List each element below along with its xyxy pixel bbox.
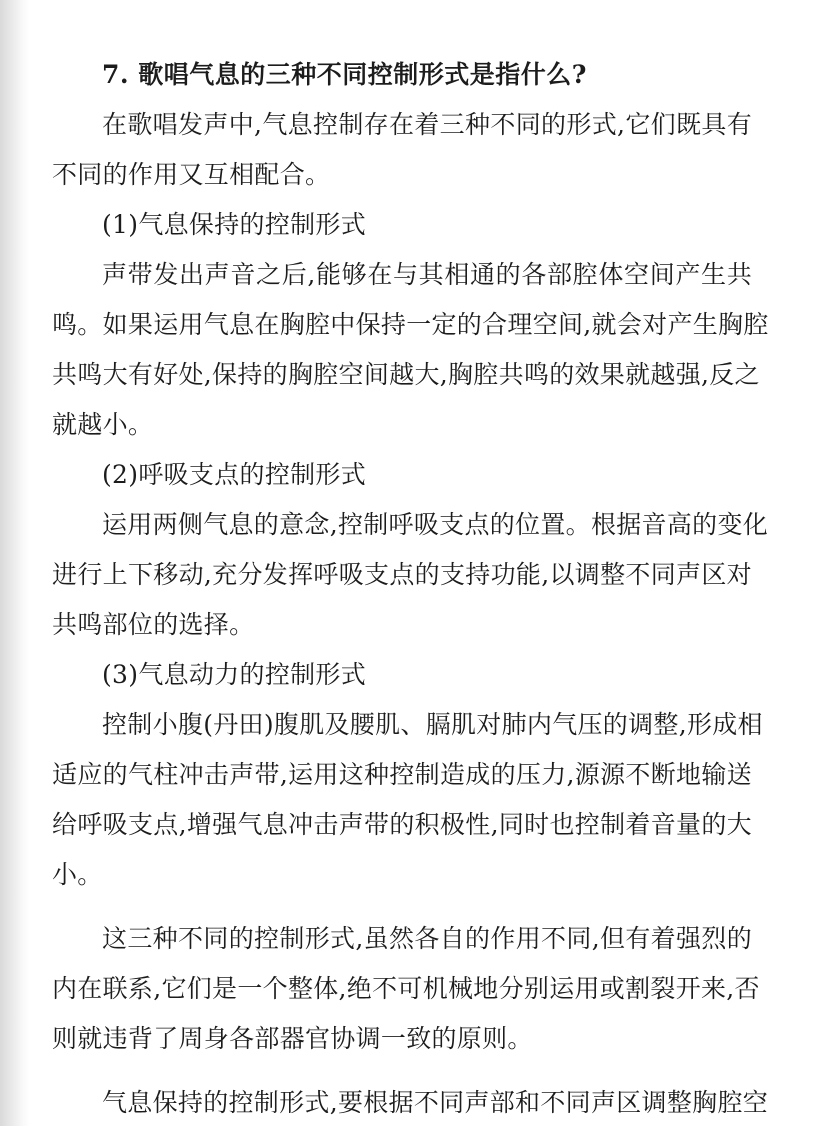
- section-2-line-1: 运用两侧气息的意念,控制呼吸支点的位置。根据音高的变化: [102, 510, 769, 539]
- summary-line-1: 这三种不同的控制形式,虽然各自的作用不同,但有着强烈的: [102, 924, 752, 953]
- question-title: 7. 歌唱气息的三种不同控制形式是指什么?: [102, 60, 587, 89]
- section-3-line-2: 适应的气柱冲击声带,运用这种控制造成的压力,源源不断地输送: [52, 760, 752, 789]
- section-1-heading: (1)气息保持的控制形式: [102, 210, 367, 239]
- section-2-line-2: 进行上下移动,充分发挥呼吸支点的支持功能,以调整不同声区对: [52, 560, 752, 589]
- page-gutter-shadow: [0, 0, 30, 1126]
- continuation-line-1: 气息保持的控制形式,要根据不同声部和不同声区调整胸腔空: [102, 1088, 769, 1117]
- section-1-line-2: 鸣。如果运用气息在胸腔中保持一定的合理空间,就会对产生胸腔: [52, 310, 769, 339]
- section-3-line-1: 控制小腹(丹田)腹肌及腰肌、膈肌对肺内气压的调整,形成相: [102, 710, 763, 739]
- section-2-heading: (2)呼吸支点的控制形式: [102, 460, 367, 489]
- section-3-line-4: 小。: [52, 860, 103, 889]
- section-2-line-3: 共鸣部位的选择。: [52, 610, 255, 639]
- section-1-line-1: 声带发出声音之后,能够在与其相通的各部腔体空间产生共: [102, 260, 752, 289]
- paragraph-gap: [52, 908, 752, 922]
- section-1-line-4: 就越小。: [52, 410, 154, 439]
- intro-line-1: 在歌唱发声中,气息控制存在着三种不同的形式,它们既具有: [102, 110, 752, 139]
- section-1-line-3: 共鸣大有好处,保持的胸腔空间越大,胸腔共鸣的效果就越强,反之: [52, 360, 760, 389]
- section-3-line-3: 给呼吸支点,增强气息冲击声带的积极性,同时也控制着音量的大: [52, 810, 752, 839]
- page-content: [52, 58, 769, 1136]
- intro-line-2: 不同的作用又互相配合。: [52, 160, 331, 189]
- section-3-heading: (3)气息动力的控制形式: [102, 660, 367, 689]
- paragraph-gap: [52, 1072, 752, 1086]
- summary-line-3: 则就违背了周身各部器官协调一致的原则。: [52, 1024, 533, 1053]
- summary-line-2: 内在联系,它们是一个整体,绝不可机械地分别运用或割裂开来,否: [52, 974, 760, 1003]
